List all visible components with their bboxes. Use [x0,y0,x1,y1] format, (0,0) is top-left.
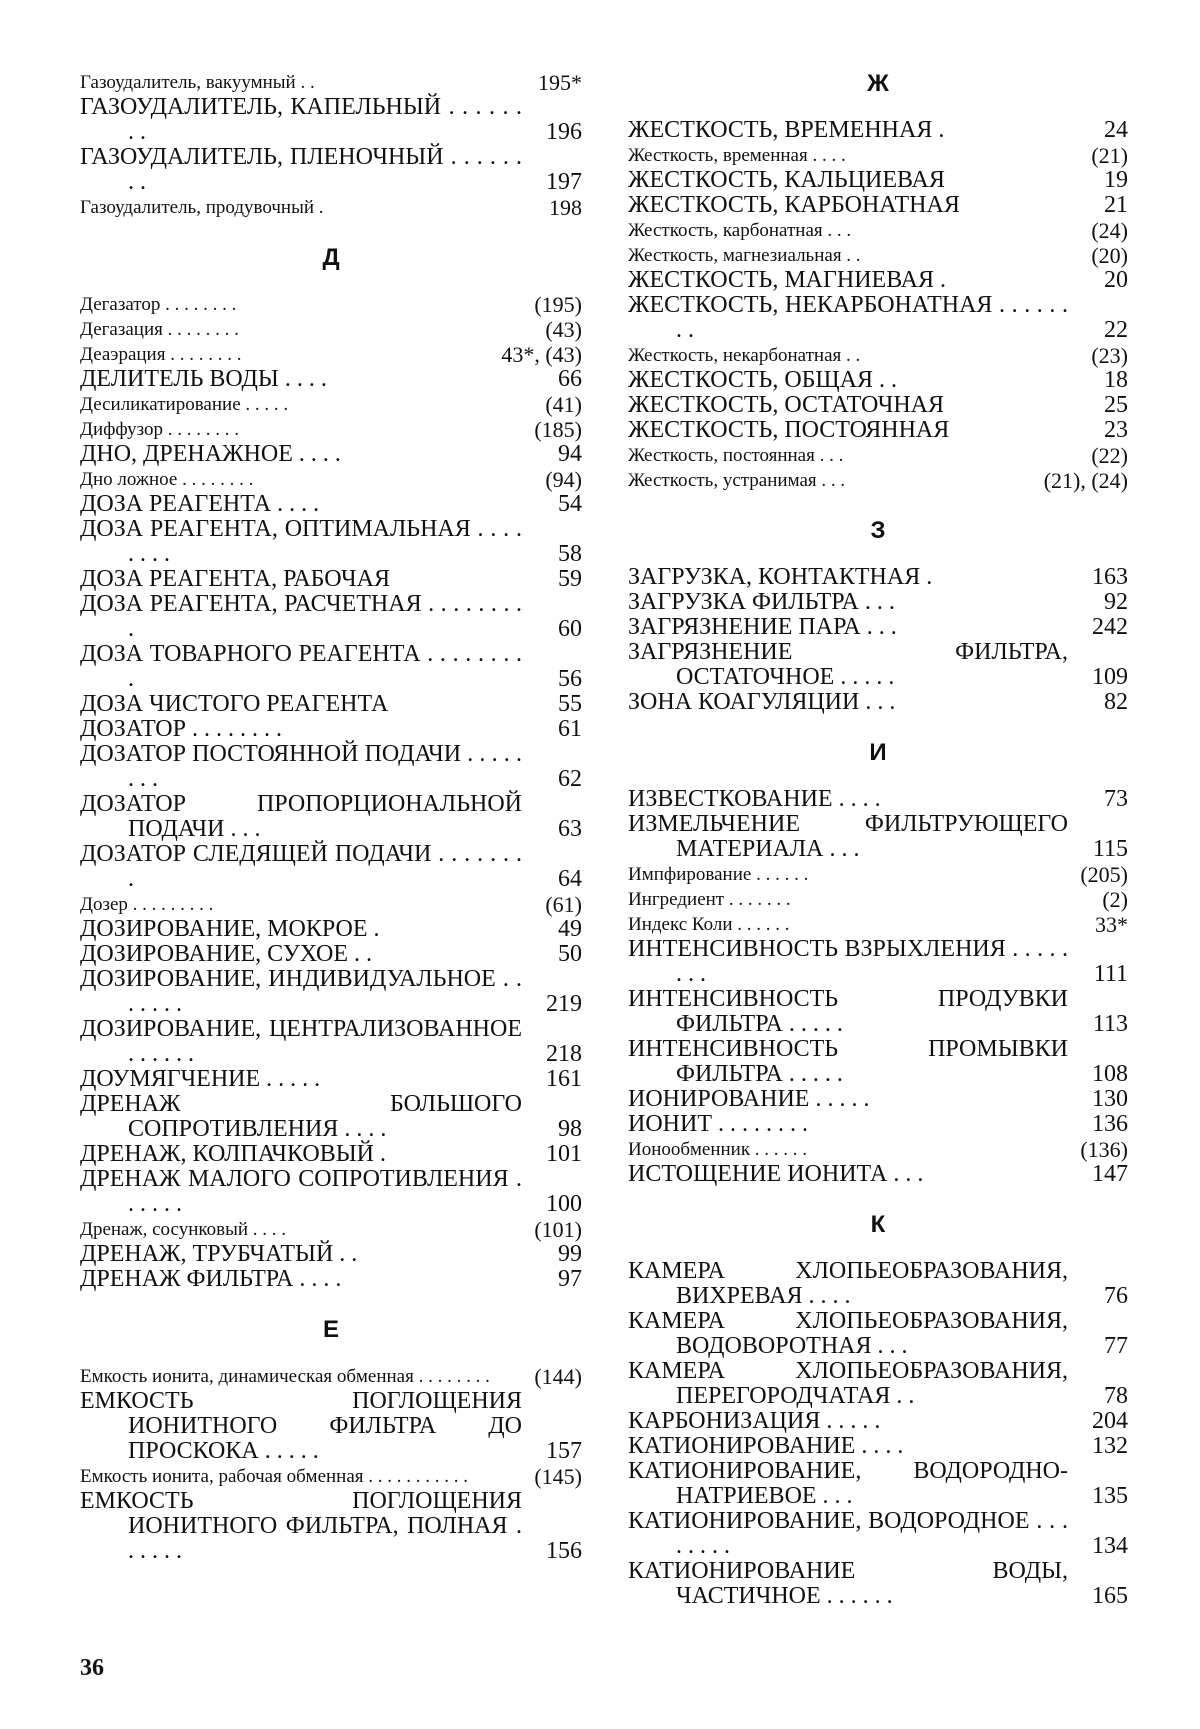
index-entry [80,942,582,967]
page-reference: 135 [1068,1484,1128,1509]
page-reference: 130 [1068,1087,1128,1112]
index-entry [628,1434,1128,1459]
index-term: Деаэрация . . . . . . . . [80,342,489,367]
index-entry [80,967,582,1017]
index-entry [628,268,1128,293]
index-entry [628,218,1128,243]
page-reference: 219 [522,992,582,1017]
index-entry [80,792,582,842]
index-term: ДОУМЯГЧЕНИЕ . . . . . [80,1067,522,1092]
index-entry [628,565,1128,590]
index-term: ИЗМЕЛЬЧЕНИЕ ФИЛЬТРУЮЩЕГО МАТЕРИАЛА . . . [628,812,1068,862]
page-reference: 111 [1068,962,1128,987]
index-entry [80,1142,582,1167]
index-term: КАМЕРА ХЛОПЬЕОБРАЗОВАНИЯ, ВОДОВОРОТНАЯ . . . [628,1309,1068,1359]
index-term: КАМЕРА ХЛОПЬЕОБРАЗОВАНИЯ, ПЕРЕГОРОДЧАТАЯ . . [628,1359,1068,1409]
page-reference: 156 [522,1539,582,1564]
index-entry [628,590,1128,615]
page-reference: 63 [522,817,582,842]
left-column [80,70,582,1564]
index-entry [628,1259,1128,1309]
index-entry [628,343,1128,368]
index-entry [80,317,582,342]
index-entry [628,1559,1128,1609]
index-entry [628,443,1128,468]
page-reference: 18 [1068,368,1128,393]
page-reference: 55 [522,692,582,717]
index-entry [80,642,582,692]
index-term: Жесткость, магнезиальная . . [628,243,1068,268]
page-reference: 98 [522,1117,582,1142]
index-term: Дегазация . . . . . . . . [80,317,522,342]
index-term: ЗАГРУЗКА, КОНТАКТНАЯ . [628,565,1068,590]
page-reference: (2) [1068,887,1128,912]
index-term: ГАЗОУДАЛИТЕЛЬ, КАПЕЛЬНЫЙ . . . . . . . . [80,95,522,145]
index-term: ЗОНА КОАГУЛЯЦИИ . . . [628,690,1068,715]
page-reference: (21), (24) [1032,468,1128,493]
index-term: Дозер . . . . . . . . . [80,892,522,917]
index-term: ДРЕНАЖ БОЛЬШОГО СОПРОТИВЛЕНИЯ . . . . [80,1092,522,1142]
index-term: ДРЕНАЖ ФИЛЬТРА . . . . [80,1267,522,1292]
index-entry [80,1067,582,1092]
index-term: Дренаж, сосунковый . . . . [80,1217,522,1242]
page-reference: 64 [522,867,582,892]
section-letter: Д [80,244,582,272]
page-reference: 136 [1068,1112,1128,1137]
index-entry [80,567,582,592]
page-reference: 108 [1068,1062,1128,1087]
index-term: Десиликатирование . . . . . [80,392,522,417]
index-term: ЗАГРУЗКА ФИЛЬТРА . . . [628,590,1068,615]
page-reference: (23) [1068,343,1128,368]
index-term: ГАЗОУДАЛИТЕЛЬ, ПЛЕНОЧНЫЙ . . . . . . . . [80,145,522,195]
index-term: КАМЕРА ХЛОПЬЕОБРАЗОВАНИЯ, ВИХРЕВАЯ . . . . [628,1259,1068,1309]
index-entry [628,143,1128,168]
page-reference: 60 [522,617,582,642]
index-entry [628,640,1128,690]
section-letter: З [628,517,1128,545]
index-term: ЖЕСТКОСТЬ, НЕКАРБОНАТНАЯ . . . . . . . . [628,293,1068,343]
page-reference: (94) [522,467,582,492]
index-term: Газоудалитель, вакуумный . . [80,70,522,95]
index-section [628,517,1128,715]
page-reference: 157 [522,1439,582,1464]
page-reference: 82 [1068,690,1128,715]
index-entry [628,243,1128,268]
index-entry [80,692,582,717]
index-term: Жесткость, некарбонатная . . [628,343,1068,368]
page-reference: (144) [522,1364,582,1389]
index-term: ДОЗИРОВАНИЕ, ИНДИВИДУАЛЬНОЕ . . . . . . . [80,967,522,1017]
index-term: ЕМКОСТЬ ПОГЛОЩЕНИЯ ИОНИТНОГО ФИЛЬТРА, ПОЛНАЯ . . . . . . [80,1489,522,1564]
page-reference: (101) [522,1217,582,1242]
page-reference: 19 [1068,168,1128,193]
index-term: Ингредиент . . . . . . . [628,887,1068,912]
page-reference: 78 [1068,1384,1128,1409]
index-entry [628,393,1128,418]
page-reference: (24) [1068,218,1128,243]
index-entry [628,293,1128,343]
right-column [628,70,1128,1609]
page-reference: 113 [1068,1012,1128,1037]
page-reference: 99 [522,1242,582,1267]
page-reference: 197 [522,170,582,195]
index-entry [80,70,582,95]
index-term: Емкость ионита, динамическая обменная . . . . . . . . [80,1364,522,1389]
page-reference: (145) [522,1464,582,1489]
index-term: ДРЕНАЖ, ТРУБЧАТЫЙ . . [80,1242,522,1267]
index-term: Жесткость, постоянная . . . [628,443,1068,468]
index-entry [80,1489,582,1564]
page-reference: 50 [522,942,582,967]
index-term: ИЗВЕСТКОВАНИЕ . . . . [628,787,1068,812]
page-reference: 77 [1068,1334,1128,1359]
index-entry [80,592,582,642]
index-term: ДОЗИРОВАНИЕ, СУХОЕ . . [80,942,522,967]
page-reference: 196 [522,120,582,145]
index-term: ДЕЛИТЕЛЬ ВОДЫ . . . . [80,367,522,392]
page-reference: 115 [1068,837,1128,862]
index-entry [628,1459,1128,1509]
section-letter: И [628,739,1128,767]
page-reference: 218 [522,1042,582,1067]
page-reference: 43*, (43) [489,342,582,367]
index-entry [628,1037,1128,1087]
index-term: ЕМКОСТЬ ПОГЛОЩЕНИЯ ИОНИТНОГО ФИЛЬТРА ДО ПРОСКОКА . . . . . [80,1389,522,1464]
index-entry [628,1359,1128,1409]
index-entry [628,1087,1128,1112]
page-reference: (41) [522,392,582,417]
index-entry [80,717,582,742]
page-reference: 56 [522,667,582,692]
index-entry [80,1389,582,1464]
index-term: ДОЗА РЕАГЕНТА, РАСЧЕТНАЯ . . . . . . . . . [80,592,522,642]
page-reference: 25 [1068,393,1128,418]
index-term: КАТИОНИРОВАНИЕ ВОДЫ, ЧАСТИЧНОЕ . . . . . . [628,1559,1068,1609]
index-term: КАТИОНИРОВАНИЕ, ВОДОРОДНО-НАТРИЕВОЕ . . . [628,1459,1068,1509]
index-term: ДНО, ДРЕНАЖНОЕ . . . . [80,442,522,467]
page-reference: (61) [522,892,582,917]
index-term: ДОЗИРОВАНИЕ, ЦЕНТРАЛИЗОВАННОЕ . . . . . . [80,1017,522,1067]
index-entry [628,690,1128,715]
index-term: ИОНИТ . . . . . . . . [628,1112,1068,1137]
index-term: ЖЕСТКОСТЬ, ОСТАТОЧНАЯ [628,393,1068,418]
page-reference: 76 [1068,1284,1128,1309]
index-term: ЖЕСТКОСТЬ, ПОСТОЯННАЯ [628,418,1068,443]
index-term: ДОЗА ТОВАРНОГО РЕАГЕНТА . . . . . . . . . [80,642,522,692]
index-term: КАРБОНИЗАЦИЯ . . . . . [628,1409,1068,1434]
page-reference: 49 [522,917,582,942]
page-reference: (21) [1068,143,1128,168]
page-reference: 242 [1068,615,1128,640]
index-entry [80,342,582,367]
index-entry [80,742,582,792]
page-reference: 33* [1068,912,1128,937]
page-reference: (185) [522,417,582,442]
page-reference: 23 [1068,418,1128,443]
page-reference: (43) [522,317,582,342]
page-number: 36 [80,1655,104,1681]
index-entry [80,367,582,392]
index-entry [628,615,1128,640]
index-term: ИСТОЩЕНИЕ ИОНИТА . . . [628,1162,1068,1187]
index-term: ЗАГРЯЗНЕНИЕ ПАРА . . . [628,615,1068,640]
page-reference: 62 [522,767,582,792]
index-entry [80,917,582,942]
page-reference: 61 [522,717,582,742]
page-reference: (20) [1068,243,1128,268]
index-entry [80,145,582,195]
index-entry [628,987,1128,1037]
page-reference: 20 [1068,268,1128,293]
index-entry [628,193,1128,218]
index-entry [80,467,582,492]
index-entry [628,887,1128,912]
index-entry [628,1309,1128,1359]
index-term: ДОЗАТОР ПОСТОЯННОЙ ПОДАЧИ . . . . . . . . [80,742,522,792]
page-reference: (136) [1068,1137,1128,1162]
page-reference: 59 [522,567,582,592]
index-entry [80,392,582,417]
index-entry [80,95,582,145]
page-reference: (22) [1068,443,1128,468]
section-letter: Е [80,1316,582,1344]
index-term: Емкость ионита, рабочая обменная . . . . . . . . . . . [80,1464,522,1489]
index-entry [80,1217,582,1242]
index-term: Импфирование . . . . . . [628,862,1068,887]
page-reference: 163 [1068,565,1128,590]
index-term: ДОЗАТОР СЛЕДЯЩЕЙ ПОДАЧИ . . . . . . . . [80,842,522,892]
index-term: ИНТЕНСИВНОСТЬ ПРОМЫВКИ ФИЛЬТРА . . . . . [628,1037,1068,1087]
page-reference: 97 [522,1267,582,1292]
index-term: ИНТЕНСИВНОСТЬ ВЗРЫХЛЕНИЯ . . . . . . . . [628,937,1068,987]
index-entry [628,468,1128,493]
index-entry [80,1167,582,1217]
page-reference: 132 [1068,1434,1128,1459]
index-entry [628,368,1128,393]
index-entry [80,1464,582,1489]
index-term: ДОЗИРОВАНИЕ, МОКРОЕ . [80,917,522,942]
page-reference: 109 [1068,665,1128,690]
index-term: ДОЗА РЕАГЕНТА, РАБОЧАЯ [80,567,522,592]
page-reference: 204 [1068,1409,1128,1434]
page-reference: 165 [1068,1584,1128,1609]
index-entry [628,168,1128,193]
page-reference: 58 [522,542,582,567]
index-section [628,739,1128,1187]
index-entry [80,842,582,892]
page-reference: 198 [522,195,582,220]
index-term: ДОЗА ЧИСТОГО РЕАГЕНТА [80,692,522,717]
index-section [80,70,582,220]
page-reference: 147 [1068,1162,1128,1187]
index-term: ИОНИРОВАНИЕ . . . . . [628,1087,1068,1112]
page-reference: 22 [1068,318,1128,343]
index-entry [80,517,582,567]
index-term: Газоудалитель, продувочный . [80,195,522,220]
page-reference: 54 [522,492,582,517]
index-term: Ионообменник . . . . . . [628,1137,1068,1162]
index-entry [628,1137,1128,1162]
page-reference: 73 [1068,787,1128,812]
index-entry [80,417,582,442]
index-entry [628,418,1128,443]
index-section [80,244,582,1292]
index-term: ДОЗАТОР ПРОПОРЦИОНАЛЬНОЙ ПОДАЧИ . . . [80,792,522,842]
section-letter: Ж [628,70,1128,98]
index-section [80,1316,582,1564]
page-reference: 21 [1068,193,1128,218]
index-entry [628,862,1128,887]
index-entry [628,1409,1128,1434]
index-term: Дно ложное . . . . . . . . [80,467,522,492]
index-entry [80,292,582,317]
index-entry [628,812,1128,862]
index-term: Индекс Коли . . . . . . [628,912,1068,937]
index-page [0,0,1200,1729]
index-entry [80,1242,582,1267]
index-entry [80,1267,582,1292]
index-term: ДОЗА РЕАГЕНТА . . . . [80,492,522,517]
index-term: Дегазатор . . . . . . . . [80,292,522,317]
index-section [628,1211,1128,1609]
index-term: Жесткость, временная . . . . [628,143,1068,168]
index-term: ЖЕСТКОСТЬ, КАЛЬЦИЕВАЯ [628,168,1068,193]
page-reference: 24 [1068,118,1128,143]
index-term: ДРЕНАЖ МАЛОГО СОПРОТИВЛЕНИЯ . . . . . . [80,1167,522,1217]
page-reference: 66 [522,367,582,392]
index-term: ЗАГРЯЗНЕНИЕ ФИЛЬТРА, ОСТАТОЧНОЕ . . . . . [628,640,1068,690]
index-entry [628,1162,1128,1187]
index-term: Диффузор . . . . . . . . [80,417,522,442]
page-reference: (205) [1068,862,1128,887]
index-entry [628,912,1128,937]
page-reference: 100 [522,1192,582,1217]
index-entry [80,1092,582,1142]
section-letter: К [628,1211,1128,1239]
index-section [628,70,1128,493]
index-entry [80,442,582,467]
index-entry [80,1364,582,1389]
index-term: ДРЕНАЖ, КОЛПАЧКОВЫЙ . [80,1142,522,1167]
index-term: ЖЕСТКОСТЬ, ВРЕМЕННАЯ . [628,118,1068,143]
index-term: КАТИОНИРОВАНИЕ . . . . [628,1434,1068,1459]
page-reference: 101 [522,1142,582,1167]
index-term: Жесткость, устранимая . . . [628,468,1032,493]
page-reference: 161 [522,1067,582,1092]
index-term: ЖЕСТКОСТЬ, КАРБОНАТНАЯ [628,193,1068,218]
index-term: ИНТЕНСИВНОСТЬ ПРОДУВКИ ФИЛЬТРА . . . . . [628,987,1068,1037]
index-term: Жесткость, карбонатная . . . [628,218,1068,243]
page-reference: 92 [1068,590,1128,615]
index-entry [628,1112,1128,1137]
page-reference: 94 [522,442,582,467]
index-entry [80,492,582,517]
page-reference: 134 [1068,1534,1128,1559]
index-entry [628,1509,1128,1559]
index-term: ДОЗАТОР . . . . . . . . [80,717,522,742]
page-reference: 195* [522,70,582,95]
index-entry [80,1017,582,1067]
index-term: ДОЗА РЕАГЕНТА, ОПТИМАЛЬНАЯ . . . . . . . . [80,517,522,567]
index-entry [80,195,582,220]
index-entry [628,787,1128,812]
index-term: ЖЕСТКОСТЬ, ОБЩАЯ . . [628,368,1068,393]
index-entry [628,118,1128,143]
index-term: КАТИОНИРОВАНИЕ, ВОДОРОДНОЕ . . . . . . . . [628,1509,1068,1559]
index-entry [80,892,582,917]
index-term: ЖЕСТКОСТЬ, МАГНИЕВАЯ . [628,268,1068,293]
index-entry [628,937,1128,987]
page-reference: (195) [522,292,582,317]
